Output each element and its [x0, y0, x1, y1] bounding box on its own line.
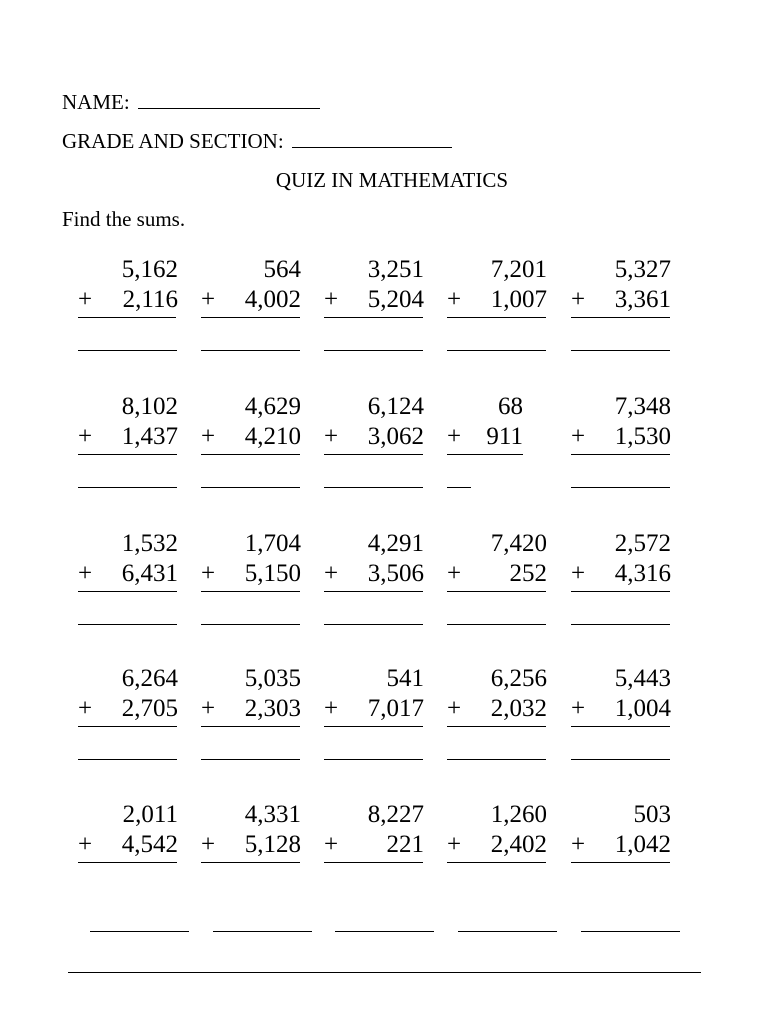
addend-bottom: 5,150 — [244, 560, 301, 587]
sum-rule — [201, 454, 300, 455]
addition-problem — [78, 801, 178, 941]
plus-sign: + — [78, 695, 93, 722]
plus-sign: + — [201, 286, 216, 313]
addend-bottom: 4,002 — [244, 286, 301, 313]
addend-bottom: 5,204 — [367, 286, 424, 313]
answer-blank-line — [571, 624, 670, 625]
addend-top: 4,291 — [367, 530, 424, 557]
grade-section-field — [62, 129, 452, 153]
answer-blank-line — [335, 931, 434, 932]
addend-bottom: 5,128 — [244, 831, 301, 858]
addend-bottom: 2,303 — [244, 695, 301, 722]
addition-problem — [78, 530, 178, 670]
plus-sign: + — [571, 831, 586, 858]
addend-bottom: 1,530 — [614, 423, 671, 450]
addend-top: 6,256 — [490, 665, 547, 692]
addend-bottom: 1,042 — [614, 831, 671, 858]
addend-top: 5,327 — [614, 256, 671, 283]
plus-sign: + — [201, 695, 216, 722]
addition-problem — [201, 530, 301, 670]
sum-rule — [201, 862, 300, 863]
addend-bottom: 7,017 — [367, 695, 424, 722]
plus-sign: + — [447, 423, 462, 450]
addend-bottom: 4,210 — [244, 423, 301, 450]
sum-rule — [78, 726, 177, 727]
plus-sign: + — [324, 695, 339, 722]
addend-bottom: 3,062 — [367, 423, 424, 450]
plus-sign: + — [571, 560, 586, 587]
sum-rule — [447, 862, 546, 863]
sum-rule — [78, 591, 177, 592]
addend-bottom: 2,705 — [121, 695, 178, 722]
addition-problem — [571, 530, 671, 670]
addition-problem — [201, 801, 301, 941]
addend-top: 7,201 — [490, 256, 547, 283]
addend-top: 4,629 — [244, 393, 301, 420]
name-field — [62, 90, 320, 114]
plus-sign: + — [78, 560, 93, 587]
sum-rule — [78, 317, 176, 318]
addend-bottom: 252 — [509, 560, 547, 587]
addend-bottom: 2,032 — [490, 695, 547, 722]
addend-bottom: 6,431 — [121, 560, 178, 587]
sum-rule — [78, 862, 177, 863]
sum-rule — [201, 591, 300, 592]
addend-top: 5,443 — [614, 665, 671, 692]
addition-problem — [324, 393, 424, 533]
answer-blank-line — [324, 624, 423, 625]
addend-top: 4,331 — [244, 801, 301, 828]
addend-top: 2,011 — [122, 801, 178, 828]
addend-top: 503 — [633, 801, 671, 828]
addend-top: 1,704 — [244, 530, 301, 557]
addend-top: 7,420 — [490, 530, 547, 557]
plus-sign: + — [201, 560, 216, 587]
plus-sign: + — [571, 286, 586, 313]
sum-rule — [324, 317, 423, 318]
answer-blank-line — [201, 487, 300, 488]
plus-sign: + — [78, 286, 93, 313]
answer-blank-line — [324, 759, 423, 760]
answer-blank-line — [324, 487, 423, 488]
answer-blank-line — [201, 350, 300, 351]
answer-blank-line — [447, 624, 546, 625]
addition-problem — [78, 393, 178, 533]
addition-problem — [324, 530, 424, 670]
addend-bottom: 2,116 — [122, 286, 178, 313]
addition-problem — [447, 393, 547, 533]
sum-rule — [324, 454, 423, 455]
addition-problem — [571, 256, 671, 396]
plus-sign: + — [324, 831, 339, 858]
addend-bottom: 911 — [486, 423, 523, 450]
addend-top: 3,251 — [367, 256, 424, 283]
plus-sign: + — [447, 560, 462, 587]
answer-blank-line — [78, 624, 177, 625]
addition-problem — [324, 801, 424, 941]
addend-top: 5,162 — [121, 256, 178, 283]
answer-blank-line — [571, 487, 670, 488]
sum-rule — [201, 726, 300, 727]
addition-problem — [571, 665, 671, 805]
answer-blank-line — [201, 759, 300, 760]
answer-blank-line — [571, 350, 670, 351]
addend-top: 541 — [386, 665, 424, 692]
sum-rule — [571, 591, 670, 592]
plus-sign: + — [447, 695, 462, 722]
answer-blank-line — [213, 931, 312, 932]
addition-problem — [78, 256, 178, 396]
plus-sign: + — [571, 695, 586, 722]
addition-problem — [571, 801, 671, 941]
plus-sign: + — [78, 423, 93, 450]
addend-bottom: 2,402 — [490, 831, 547, 858]
answer-blank-line — [447, 350, 546, 351]
answer-blank-line — [571, 759, 670, 760]
addition-problem — [447, 665, 547, 805]
answer-blank-line — [78, 759, 177, 760]
plus-sign: + — [571, 423, 586, 450]
addition-problem — [201, 665, 301, 805]
addend-top: 68 — [498, 393, 523, 420]
addend-top: 1,260 — [490, 801, 547, 828]
sum-rule — [324, 862, 423, 863]
plus-sign: + — [78, 831, 93, 858]
addend-bottom: 1,437 — [121, 423, 178, 450]
answer-blank-line — [201, 624, 300, 625]
addition-problem — [571, 393, 671, 533]
sum-rule — [571, 454, 670, 455]
addend-bottom: 221 — [386, 831, 424, 858]
addend-top: 6,124 — [367, 393, 424, 420]
plus-sign: + — [324, 286, 339, 313]
sum-rule — [324, 591, 423, 592]
addend-top: 6,264 — [121, 665, 178, 692]
sum-rule — [201, 317, 300, 318]
addend-top: 8,227 — [367, 801, 424, 828]
addition-problem — [324, 256, 424, 396]
addition-problem — [78, 665, 178, 805]
answer-blank-line — [447, 487, 471, 488]
addition-problem — [447, 256, 547, 396]
footer-divider — [68, 972, 701, 973]
sum-rule — [78, 454, 177, 455]
plus-sign: + — [201, 423, 216, 450]
answer-blank-line — [581, 931, 680, 932]
sum-rule — [447, 454, 523, 455]
addend-top: 7,348 — [614, 393, 671, 420]
addition-problem — [447, 530, 547, 670]
instructions: Find the sums. — [62, 207, 186, 231]
answer-blank-line — [324, 350, 423, 351]
grade-section-label: GRADE AND SECTION: — [62, 129, 284, 153]
addend-bottom: 1,007 — [490, 286, 547, 313]
addend-top: 1,532 — [121, 530, 178, 557]
sum-rule — [447, 317, 546, 318]
answer-blank-line — [458, 931, 557, 932]
plus-sign: + — [447, 831, 462, 858]
answer-blank-line — [78, 487, 177, 488]
addend-top: 2,572 — [614, 530, 671, 557]
plus-sign: + — [201, 831, 216, 858]
addend-bottom: 4,542 — [121, 831, 178, 858]
sum-rule — [447, 726, 546, 727]
addend-bottom: 4,316 — [614, 560, 671, 587]
sum-rule — [571, 726, 670, 727]
addition-problem — [201, 256, 301, 396]
addend-top: 8,102 — [121, 393, 178, 420]
name-blank-line — [138, 90, 320, 109]
name-label: NAME: — [62, 90, 130, 114]
sum-rule — [571, 317, 670, 318]
addend-bottom: 3,506 — [367, 560, 424, 587]
answer-blank-line — [78, 350, 177, 351]
page-title: QUIZ IN MATHEMATICS — [275, 168, 509, 192]
sum-rule — [447, 591, 546, 592]
addition-problem — [447, 801, 547, 941]
addition-problem — [201, 393, 301, 533]
sum-rule — [571, 862, 670, 863]
addend-top: 5,035 — [244, 665, 301, 692]
answer-blank-line — [447, 759, 546, 760]
plus-sign: + — [324, 423, 339, 450]
grade-section-blank-line — [292, 129, 452, 148]
answer-blank-line — [90, 931, 189, 932]
sum-rule — [324, 726, 423, 727]
plus-sign: + — [324, 560, 339, 587]
addend-bottom: 3,361 — [614, 286, 671, 313]
addition-problem — [324, 665, 424, 805]
addend-bottom: 1,004 — [614, 695, 671, 722]
plus-sign: + — [447, 286, 462, 313]
addend-top: 564 — [263, 256, 301, 283]
